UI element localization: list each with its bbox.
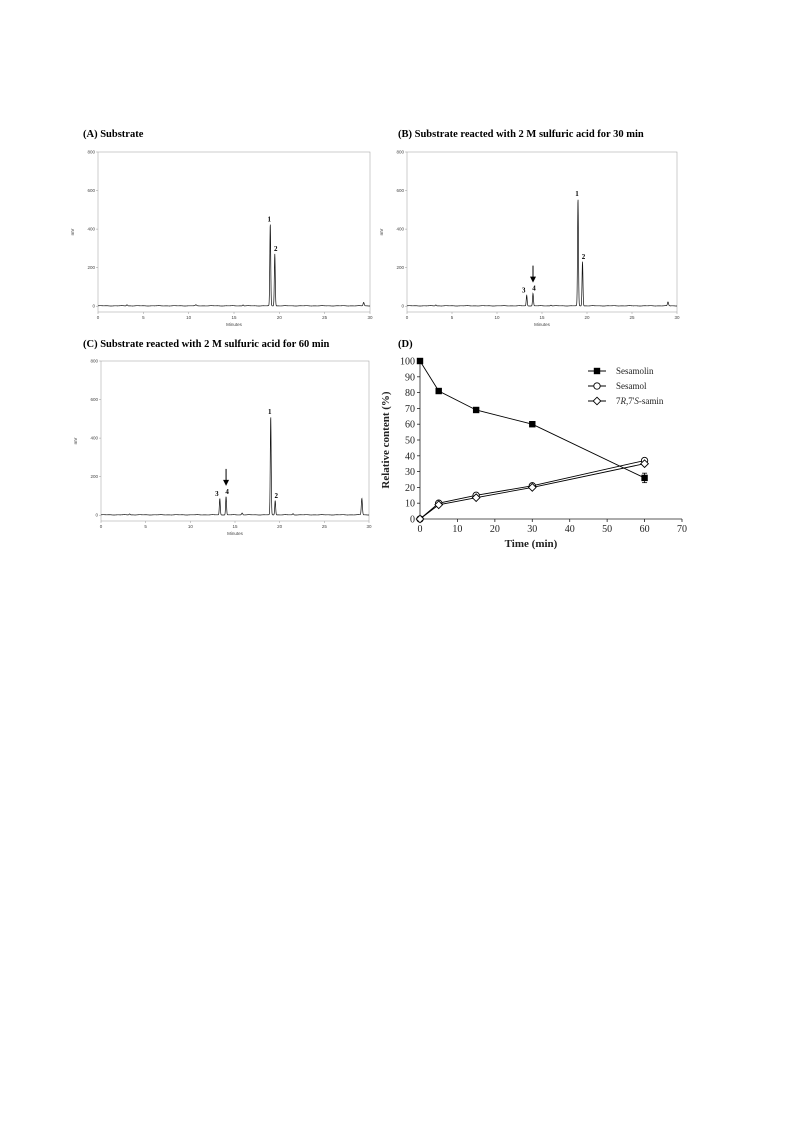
y-tick-label: 400 — [90, 435, 98, 441]
x-tick-label: 0 — [99, 524, 103, 529]
legend-label: Sesamolin — [616, 366, 654, 376]
panel-c-title: (C) Substrate reacted with 2 M sulfuric acid for 60 min — [83, 339, 330, 350]
panel-d-title: (D) — [398, 339, 413, 350]
chromatogram-trace — [407, 200, 677, 306]
legend-marker — [594, 383, 600, 389]
y-tick-label: 80 — [405, 388, 415, 400]
x-tick-label: 15 — [231, 315, 237, 320]
y-tick-label: 70 — [405, 403, 415, 415]
series-7r-7-s-samin — [416, 460, 648, 523]
x-tick-label: 25 — [321, 524, 327, 529]
x-tick-label: 30 — [674, 315, 680, 320]
y-tick-label: 90 — [405, 372, 415, 384]
y-tick-label: 40 — [405, 451, 415, 463]
peak-label-1: 1 — [575, 190, 579, 199]
peak-label-1: 1 — [267, 407, 272, 416]
x-tick-label: 5 — [142, 315, 145, 320]
x-tick-label: 10 — [187, 524, 193, 529]
y-tick-label: 50 — [405, 435, 415, 447]
y-axis-label: mV — [73, 437, 78, 445]
peak-label-2: 2 — [274, 245, 278, 254]
x-tick-label: 20 — [584, 315, 590, 320]
panel-b-title: (B) Substrate reacted with 2 M sulfuric acid for 30 min — [398, 129, 644, 140]
legend — [588, 366, 664, 406]
x-tick-label: 50 — [602, 524, 613, 535]
x-tick-label: 0 — [96, 315, 100, 320]
y-tick-label: 600 — [90, 397, 98, 403]
peak-label-4: 4 — [532, 284, 536, 293]
x-tick-label: 25 — [629, 315, 635, 320]
plot-frame — [407, 152, 677, 312]
y-axis-label: mV — [70, 228, 75, 236]
data-point — [529, 421, 535, 427]
x-tick-label: 10 — [186, 315, 192, 320]
data-point — [473, 407, 479, 413]
x-tick-label: 25 — [322, 315, 328, 320]
relative-content-chart — [380, 357, 687, 551]
x-tick-label: 30 — [527, 524, 538, 535]
x-tick-label: 0 — [405, 315, 409, 320]
plot-frame — [98, 152, 370, 312]
legend-marker — [593, 397, 601, 405]
y-tick-label: 600 — [87, 188, 95, 194]
arrow-head — [223, 480, 229, 486]
peak-label-1: 1 — [267, 215, 272, 224]
legend-label: 7R,7'S-samin — [616, 396, 664, 406]
y-tick-label: 0 — [92, 303, 95, 309]
x-axis-label: Minutes — [227, 531, 243, 536]
y-tick-label: 200 — [396, 265, 404, 271]
y-tick-label: 200 — [87, 265, 95, 271]
x-tick-label: 5 — [144, 524, 147, 529]
chromatogram-trace — [101, 417, 369, 515]
x-tick-label: 15 — [232, 524, 238, 529]
x-tick-label: 5 — [450, 315, 454, 320]
data-point — [641, 475, 647, 481]
x-tick-label: 10 — [494, 315, 500, 320]
x-tick-label: 15 — [539, 315, 545, 320]
chromatogram-trace — [98, 225, 370, 306]
data-point — [436, 388, 442, 394]
y-tick-label: 0 — [401, 303, 404, 309]
y-tick-label: 60 — [405, 419, 415, 431]
y-tick-label: 0 — [95, 512, 98, 518]
y-axis-label: Relative content (%) — [380, 391, 392, 489]
arrow-head — [530, 277, 536, 283]
y-tick-label: 200 — [90, 474, 98, 480]
chromatogram-a — [70, 150, 373, 328]
y-tick-label: 400 — [396, 226, 404, 232]
y-tick-label: 10 — [405, 498, 415, 510]
y-tick-label: 800 — [90, 358, 98, 364]
x-axis-label: Minutes — [534, 322, 550, 327]
x-tick-label: 40 — [564, 524, 575, 535]
data-point — [417, 358, 423, 364]
chromatogram-b — [379, 150, 680, 328]
x-tick-label: 0 — [417, 524, 423, 535]
legend-label: Sesamol — [616, 381, 647, 391]
y-tick-label: 400 — [87, 226, 95, 232]
y-tick-label: 100 — [400, 356, 415, 368]
x-tick-label: 20 — [489, 524, 500, 535]
y-axis-label: mV — [379, 228, 384, 236]
y-tick-label: 30 — [405, 467, 415, 479]
y-tick-label: 800 — [396, 149, 404, 155]
y-tick-label: 600 — [396, 188, 404, 194]
peak-label-3: 3 — [521, 286, 526, 295]
plot-frame — [101, 361, 369, 521]
panel-a-title: (A) Substrate — [83, 129, 144, 140]
legend-marker — [594, 368, 600, 374]
x-tick-label: 20 — [276, 315, 282, 320]
y-tick-label: 800 — [87, 149, 95, 155]
y-tick-label: 20 — [405, 482, 415, 494]
x-axis-label: Minutes — [226, 322, 242, 327]
x-tick-label: 30 — [367, 315, 373, 320]
x-tick-label: 70 — [677, 524, 687, 535]
x-tick-label: 10 — [452, 524, 463, 535]
peak-label-3: 3 — [215, 489, 219, 498]
chromatogram-c — [73, 359, 372, 537]
x-axis-label: Time (min) — [504, 538, 558, 550]
peak-label-4: 4 — [225, 487, 229, 496]
peak-label-2: 2 — [274, 491, 278, 500]
series-line — [420, 361, 645, 478]
x-tick-label: 60 — [639, 524, 650, 535]
series-sesamolin — [417, 358, 648, 483]
peak-label-2: 2 — [581, 252, 586, 261]
x-tick-label: 20 — [277, 524, 283, 529]
y-tick-label: 0 — [410, 514, 415, 526]
x-tick-label: 30 — [366, 524, 372, 529]
